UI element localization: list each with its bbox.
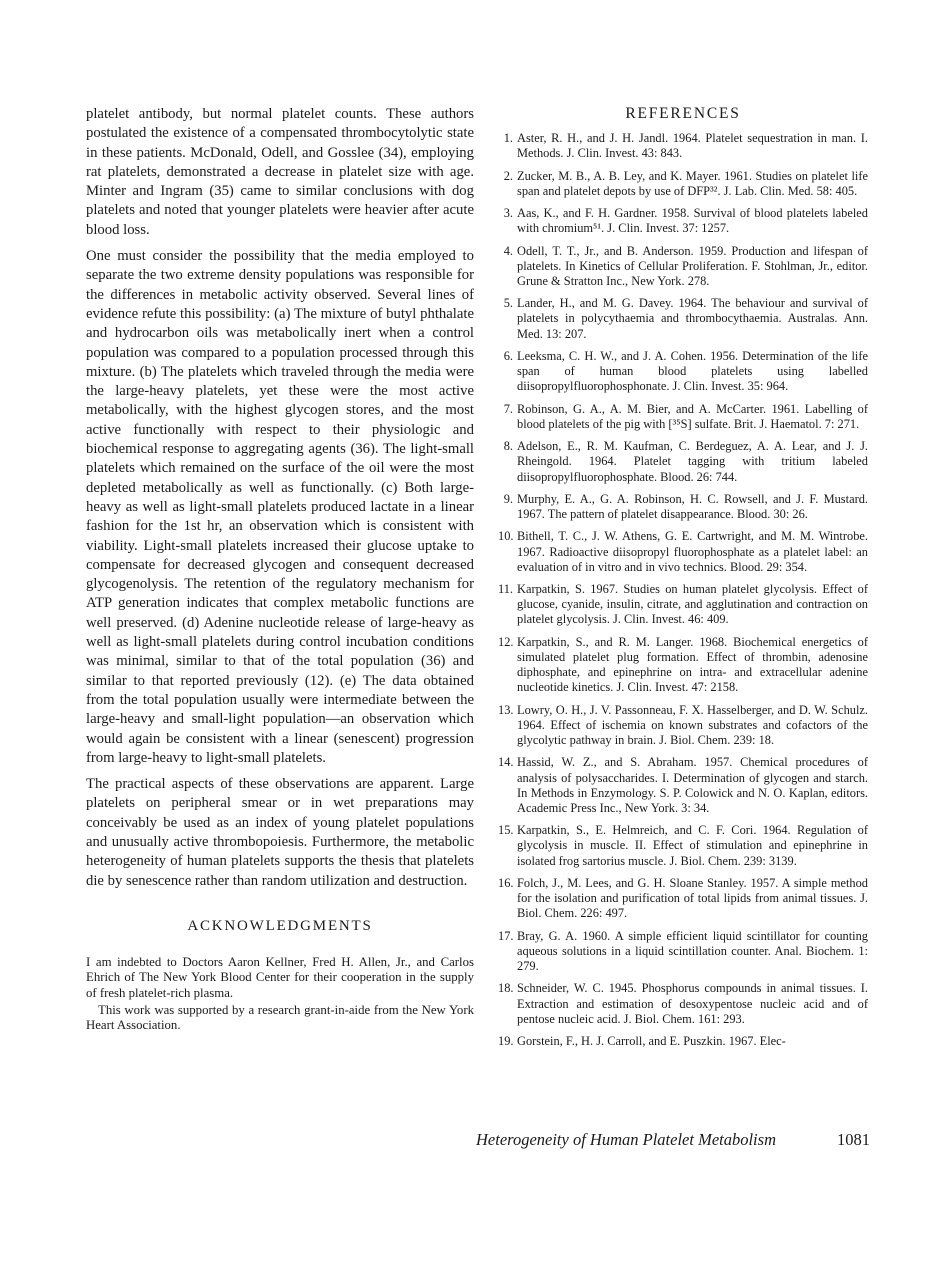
reference-number: 9. [503, 491, 513, 506]
acknowledgments-paragraph: This work was supported by a research grant-in-aide from the New York Heart Association. [86, 1002, 474, 1033]
reference-number: 13. [498, 702, 514, 717]
reference-number: 11. [498, 582, 514, 597]
reference-text: Adelson, E., R. M. Kaufman, C. Berdeguez, A. A. Lear, and J. J. Rheingold. 1964. Platelet tagging with tritium labeled diisopropylfluorophosphate. Blood. 26: 744. [517, 439, 868, 484]
reference-item [498, 929, 868, 975]
reference-item [498, 402, 868, 432]
reference-number: 7. [503, 401, 513, 416]
reference-number: 10. [498, 529, 514, 544]
body-paragraph: platelet antibody, but normal platelet counts. These authors postulated the existence of a compensated thrombocytolytic state in these patients. McDonald, Odell, and Gosslee (34), employing rat platelets, demonstrated a decrease in platelet size with age. Minter and Ingram (35) came to similar conclusions with dog platelets and noted that younger platelets were heavier after acute blood loss. [86, 106, 474, 238]
reference-text: Lowry, O. H., J. V. Passonneau, F. X. Hasselberger, and D. W. Schulz. 1964. Effect of ischemia on known substrates and cofactors of the glycolytic pathway in brain. J. Biol. Chem. 239: 18. [517, 702, 868, 748]
left-column [86, 105, 474, 1034]
reference-number: 15. [498, 823, 514, 838]
reference-item [498, 169, 868, 199]
acknowledgments-section [86, 918, 474, 1034]
running-title: Heterogeneity of Human Platelet Metabolism [476, 1130, 776, 1149]
reference-text: Zucker, M. B., A. B. Ley, and K. Mayer. 1961. Studies on platelet life span and platelet depots by use of DFP³². J. Lab. Clin. Med. 58: 405. [517, 168, 868, 198]
reference-number: 2. [503, 168, 513, 183]
reference-item [498, 492, 868, 522]
right-column [498, 105, 868, 1056]
page-footer [476, 1130, 870, 1150]
reference-number: 19. [498, 1034, 514, 1049]
body-paragraph: One must consider the possibility that the media employed to separate the two extreme density populations was responsible for the differences in metabolic activity observed. Several lines of evidence refute this possibility: (a) The mixture of butyl phthalate and hydrocarbon oils was metabolically inert when a control population was compared to a population processed through this mixture. (b) The platelets which traveled through the media were the large-heavy platelets, yet these were the most active metabolically, with the highest glycogen stores, and the most active functionally with respect to their physiologic and biochemical response to aggregating agents (36). The light-small platelets which remained on the surface of the oil were the most depleted metabolically as well as functionally. (c) Both large-heavy as well as light-small platelets produced lactate in a linear fashion for the 1st hr, an observation which is consistent with viability. Light-small platelets increased their glucose uptake to compensate for decreased glycogen and consequent decreased glycogenolysis. The retention of the regulatory mechanism for ATP generation indicates that complex metabolic functions are well preserved. (d) Adenine nucleotide release of large-heavy as well as light-small platelets during control incubation conditions was minimal, similar to that of the total population (36) and similar to that reported previously (12). (e) The data obtained from the total population usually were intermediate between the large-heavy and small-light population—an observation which would again be consistent with a linear (senescent) progression from large-heavy to light-small platelets. [86, 248, 474, 766]
references-heading: REFERENCES [625, 105, 741, 122]
reference-number: 8. [503, 439, 513, 454]
reference-item [498, 529, 868, 575]
body-paragraph: The practical aspects of these observations are apparent. Large platelets on peripheral smear or in wet preparations may conceivably be used as an index of young platelet populations and unusually active thrombopoiesis. Furthermore, the metabolic heterogeneity of human platelets supports the thesis that platelets die by senescence rather than random utilization and destruction. [86, 776, 474, 889]
reference-item [498, 244, 868, 290]
reference-text: Aster, R. H., and J. H. Jandl. 1964. Platelet sequestration in man. I. Methods. J. Clin. Invest. 43: 843. [517, 131, 868, 161]
reference-item [498, 823, 868, 869]
reference-number: 14. [498, 755, 514, 770]
reference-item [498, 349, 868, 395]
acknowledgments-paragraph: I am indebted to Doctors Aaron Kellner, Fred H. Allen, Jr., and Carlos Ehrich of The New York Blood Center for their cooperation in the supply of fresh platelet-rich plasma. [86, 954, 474, 1001]
page-number: 1081 [837, 1130, 870, 1149]
reference-item [498, 206, 868, 236]
reference-item [498, 131, 868, 161]
reference-item [498, 635, 868, 696]
reference-text: Aas, K., and F. H. Gardner. 1958. Survival of blood platelets labeled with chromium⁵¹. J. Clin. Invest. 37: 1257. [517, 206, 868, 236]
reference-text: Lander, H., and M. G. Davey. 1964. The behaviour and survival of platelets in polycythaemia and thrombocythaemia. Australas. Ann. Med. 13: 207. [517, 296, 868, 341]
reference-item [498, 582, 868, 628]
reference-text: Bithell, T. C., J. W. Athens, G. E. Cartwright, and M. M. Wintrobe. 1967. Radioactive diisopropyl fluorophosphate as a platelet label: an evaluation of in vitro and in vivo technics. Blood. 29: 354. [517, 529, 868, 574]
references-list [498, 131, 868, 1049]
reference-text: Hassid, W. Z., and S. Abraham. 1957. Chemical procedures of analysis of polysaccharides. I. Determination of glycogen and starch. In Methods in Enzymology. S. P. Colowick and N. O. Kaplan, editors. Academic Press Inc., New York. 3: 34. [517, 755, 868, 815]
reference-text: Leeksma, C. H. W., and J. A. Cohen. 1956. Determination of the life span of human blood platelets using labelled diisopropylfluorophosphonate. J. Clin. Invest. 35: 964. [517, 348, 868, 394]
reference-text: Robinson, G. A., A. M. Bier, and A. McCarter. 1961. Labelling of blood platelets of the pig with [³⁵S] sulfate. Brit. J. Haematol. 7: 271. [517, 401, 868, 431]
reference-text: Bray, G. A. 1960. A simple efficient liquid scintillator for counting aqueous solutions in a liquid scintillation counter. Anal. Biochem. 1: 279. [517, 928, 868, 974]
reference-number: 3. [503, 206, 513, 220]
reference-number: 17. [498, 928, 514, 943]
reference-text: Gorstein, F., H. J. Carroll, and E. Puszkin. 1967. Elec- [517, 1034, 786, 1049]
reference-number: 4. [503, 243, 513, 258]
acknowledgments-heading: ACKNOWLEDGMENTS [187, 917, 373, 934]
reference-text: Karpatkin, S., E. Helmreich, and C. F. Cori. 1964. Regulation of glycolysis in muscle. II. Effect of stimulation and epinephrine in isolated frog sartorius muscle. J. Biol. Chem. 239: 3139. [517, 823, 868, 868]
reference-number: 6. [503, 348, 513, 363]
reference-text: Odell, T. T., Jr., and B. Anderson. 1959. Production and lifespan of platelets. In Kinetics of Cellular Proliferation. F. Stohlman, Jr., editor. Grune & Stratton Inc., New York. 278. [517, 243, 868, 288]
reference-text: Schneider, W. C. 1945. Phosphorus compounds in animal tissues. I. Extraction and estimation of desoxypentose nucleic acid and of pentose nucleic acid. J. Biol. Chem. 161: 293. [517, 981, 868, 1026]
reference-item [498, 1034, 868, 1049]
reference-item [498, 981, 868, 1027]
reference-text: Karpatkin, S. 1967. Studies on human platelet glycolysis. Effect of glucose, cyanide, insulin, citrate, and agglutination and contraction on platelet glycolysis. J. Clin. Invest. 46: 409. [517, 582, 868, 627]
reference-number: 5. [503, 296, 513, 311]
reference-number: 18. [498, 981, 514, 996]
reference-item [498, 876, 868, 922]
reference-text: Karpatkin, S., and R. M. Langer. 1968. Biochemical energetics of simulated platelet plug formation. Effect of thrombin, adenosine diphosphate, and epinephrine on intra- and extracellular adenine nucleotide kinetics. J. Clin. Invest. 47: 2158. [517, 634, 868, 695]
reference-text: Folch, J., M. Lees, and G. H. Sloane Stanley. 1957. A simple method for the isolation and purification of total lipids from animal tissues. J. Biol. Chem. 226: 497. [517, 875, 868, 921]
reference-number: 1. [503, 131, 513, 145]
reference-item [498, 296, 868, 342]
reference-item [498, 439, 868, 485]
reference-item [498, 755, 868, 816]
reference-number: 16. [498, 875, 514, 890]
reference-number: 12. [498, 634, 514, 649]
reference-text: Murphy, E. A., G. A. Robinson, H. C. Rowsell, and J. F. Mustard. 1967. The pattern of platelet disappearance. Blood. 30: 26. [517, 491, 868, 522]
reference-item [498, 703, 868, 749]
